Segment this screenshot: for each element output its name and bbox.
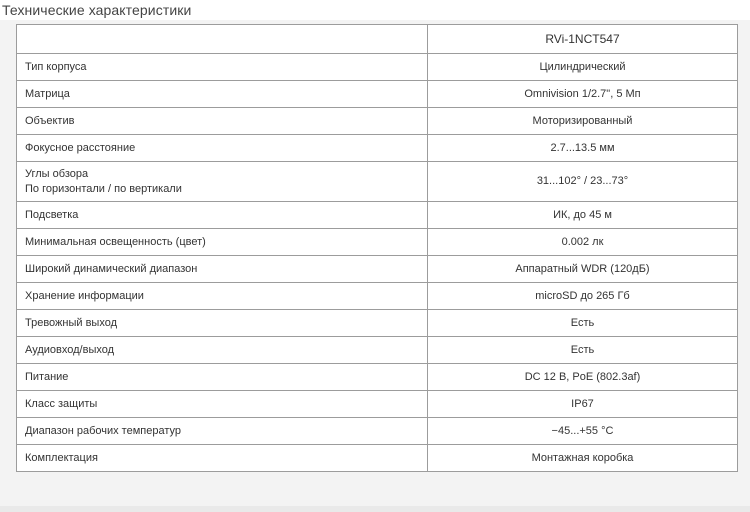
spec-value: ИК, до 45 м — [428, 202, 738, 229]
table-row — [17, 445, 738, 472]
spec-label: Комплектация — [17, 445, 428, 472]
spec-label: Минимальная освещенность (цвет) — [17, 229, 428, 256]
spec-value: −45...+55 °C — [428, 418, 738, 445]
table-row — [17, 108, 738, 135]
spec-label: Подсветка — [17, 202, 428, 229]
table-row — [17, 337, 738, 364]
spec-value: 0.002 лк — [428, 229, 738, 256]
table-row — [17, 283, 738, 310]
spec-label: Матрица — [17, 81, 428, 108]
spec-value: IP67 — [428, 391, 738, 418]
spec-value: Монтажная коробка — [428, 445, 738, 472]
table-row — [17, 364, 738, 391]
table-row — [17, 391, 738, 418]
section-heading: Технические характеристики — [2, 2, 192, 18]
spec-value: Omnivision 1/2.7", 5 Мп — [428, 81, 738, 108]
spec-label: Хранение информации — [17, 283, 428, 310]
table-row — [17, 256, 738, 283]
spec-value: DC 12 В, PoE (802.3af) — [428, 364, 738, 391]
spec-value: Есть — [428, 337, 738, 364]
spec-label: Широкий динамический диапазон — [17, 256, 428, 283]
spec-label: Класс защиты — [17, 391, 428, 418]
spec-value: Аппаратный WDR (120дБ) — [428, 256, 738, 283]
table-row — [17, 162, 738, 202]
table-row — [17, 135, 738, 162]
table-row — [17, 229, 738, 256]
table-row — [17, 202, 738, 229]
spec-value: Цилиндрический — [428, 54, 738, 81]
spec-label-line: По горизонтали / по вертикали — [25, 182, 182, 195]
spec-value: Моторизированный — [428, 108, 738, 135]
model-label-cell — [17, 25, 428, 54]
spec-label: Объектив — [17, 108, 428, 135]
spec-label: Фокусное расстояние — [17, 135, 428, 162]
table-row — [17, 54, 738, 81]
bottom-divider — [0, 506, 750, 512]
table-header-row — [17, 25, 738, 54]
model-name-cell: RVi-1NCT547 — [428, 25, 738, 54]
specs-table — [16, 24, 738, 472]
table-row — [17, 81, 738, 108]
spec-value: microSD до 265 Гб — [428, 283, 738, 310]
spec-label — [17, 162, 428, 202]
spec-label: Аудиовход/выход — [17, 337, 428, 364]
spec-label: Диапазон рабочих температур — [17, 418, 428, 445]
spec-label: Тип корпуса — [17, 54, 428, 81]
table-row — [17, 418, 738, 445]
spec-value: 2.7...13.5 мм — [428, 135, 738, 162]
spec-value: 31...102° / 23...73° — [428, 162, 738, 202]
spec-value: Есть — [428, 310, 738, 337]
spec-label: Питание — [17, 364, 428, 391]
table-row — [17, 310, 738, 337]
spec-label-line: Углы обзора — [25, 167, 89, 180]
spec-label: Тревожный выход — [17, 310, 428, 337]
